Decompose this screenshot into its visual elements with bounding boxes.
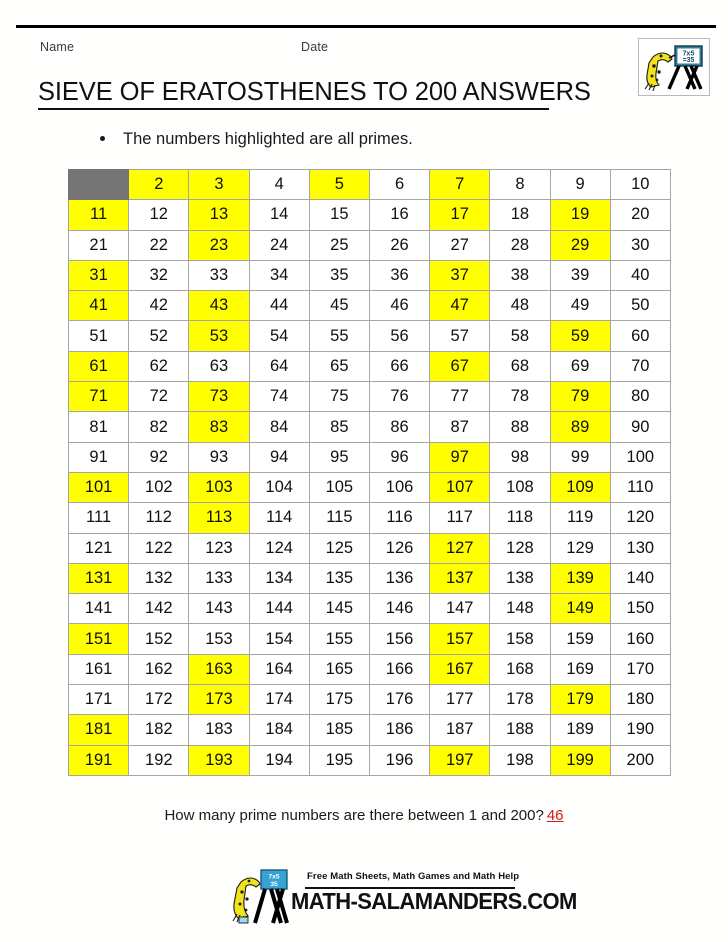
header-divider (16, 25, 716, 28)
grid-row (69, 382, 671, 412)
grid-cell[interactable]: 187 (430, 715, 490, 745)
grid-cell[interactable]: 126 (369, 533, 429, 563)
grid-cell-prime[interactable]: 193 (189, 745, 249, 775)
grid-cell[interactable]: 18 (490, 200, 550, 230)
grid-cell[interactable]: 189 (550, 715, 610, 745)
grid-cell[interactable]: 182 (129, 715, 189, 745)
grid-cell[interactable]: 98 (490, 442, 550, 472)
grid-cell[interactable]: 69 (550, 351, 610, 381)
grid-cell[interactable]: 169 (550, 654, 610, 684)
grid-cell[interactable]: 136 (369, 563, 429, 593)
grid-cell-prime[interactable]: 89 (550, 412, 610, 442)
grid-cell-prime[interactable]: 167 (430, 654, 490, 684)
grid-cell[interactable]: 32 (129, 260, 189, 290)
grid-cell[interactable]: 183 (189, 715, 249, 745)
grid-cell[interactable]: 94 (249, 442, 309, 472)
grid-cell[interactable]: 115 (309, 503, 369, 533)
grid-cell[interactable]: 162 (129, 654, 189, 684)
grid-cell[interactable]: 88 (490, 412, 550, 442)
board-line1: 7x5 (682, 50, 695, 58)
grid-cell[interactable]: 10 (610, 170, 670, 200)
grid-cell[interactable]: 90 (610, 412, 670, 442)
grid-cell-prime[interactable]: 13 (189, 200, 249, 230)
grid-cell[interactable]: 45 (309, 291, 369, 321)
grid-cell[interactable]: 123 (189, 533, 249, 563)
grid-cell[interactable]: 48 (490, 291, 550, 321)
grid-cell-prime[interactable]: 113 (189, 503, 249, 533)
grid-cell[interactable]: 142 (129, 594, 189, 624)
grid-cell[interactable]: 96 (369, 442, 429, 472)
grid-cell[interactable]: 62 (129, 351, 189, 381)
grid-cell-prime[interactable]: 29 (550, 230, 610, 260)
grid-row (69, 230, 671, 260)
meta-row (40, 40, 600, 58)
grid-cell[interactable]: 119 (550, 503, 610, 533)
grid-row (69, 745, 671, 775)
grid-cell[interactable]: 49 (550, 291, 610, 321)
grid-cell[interactable]: 58 (490, 321, 550, 351)
grid-cell-prime[interactable]: 23 (189, 230, 249, 260)
grid-cell-prime[interactable]: 53 (189, 321, 249, 351)
grid-cell[interactable]: 66 (369, 351, 429, 381)
grid-cell[interactable]: 168 (490, 654, 550, 684)
grid-cell[interactable]: 34 (249, 260, 309, 290)
grid-cell[interactable]: 68 (490, 351, 550, 381)
grid-cell-prime[interactable]: 109 (550, 472, 610, 502)
grid-cell[interactable]: 175 (309, 685, 369, 715)
grid-cell-prime[interactable]: 79 (550, 382, 610, 412)
grid-cell[interactable]: 95 (309, 442, 369, 472)
grid-cell[interactable]: 186 (369, 715, 429, 745)
board-line2: =35 (682, 57, 695, 65)
grid-cell[interactable]: 146 (369, 594, 429, 624)
grid-cell[interactable]: 42 (129, 291, 189, 321)
grid-cell-prime[interactable]: 101 (69, 472, 129, 502)
instruction-line (100, 130, 660, 149)
grid-cell[interactable]: 15 (309, 200, 369, 230)
grid-cell[interactable]: 114 (249, 503, 309, 533)
grid-cell-prime[interactable]: 163 (189, 654, 249, 684)
grid-cell[interactable]: 16 (369, 200, 429, 230)
grid-cell[interactable]: 104 (249, 472, 309, 502)
grid-cell-prime[interactable]: 173 (189, 685, 249, 715)
grid-cell[interactable]: 135 (309, 563, 369, 593)
grid-cell[interactable]: 27 (430, 230, 490, 260)
grid-cell[interactable]: 129 (550, 533, 610, 563)
grid-cell-prime[interactable]: 41 (69, 291, 129, 321)
grid-cell-prime[interactable]: 61 (69, 351, 129, 381)
grid-cell-prime[interactable]: 107 (430, 472, 490, 502)
grid-cell[interactable]: 33 (189, 260, 249, 290)
grid-body (69, 170, 671, 776)
grid-row (69, 563, 671, 593)
grid-cell[interactable]: 25 (309, 230, 369, 260)
grid-row (69, 594, 671, 624)
grid-cell[interactable]: 74 (249, 382, 309, 412)
grid-cell[interactable]: 36 (369, 260, 429, 290)
footer-tagline: Free Math Sheets, Math Games and Math Help (307, 871, 520, 882)
grid-cell[interactable]: 150 (610, 594, 670, 624)
grid-cell[interactable]: 54 (249, 321, 309, 351)
grid-cell-prime[interactable]: 199 (550, 745, 610, 775)
question-prompt: How many prime numbers are there between 1 and 200? (164, 807, 544, 824)
page-title: SIEVE OF ERATOSTHENES TO 200 ANSWERS (38, 78, 591, 106)
grid-cell-prime[interactable]: 7 (430, 170, 490, 200)
grid-row (69, 624, 671, 654)
grid-cell[interactable]: 78 (490, 382, 550, 412)
grid-cell[interactable]: 6 (369, 170, 429, 200)
grid-cell-prime[interactable]: 47 (430, 291, 490, 321)
grid-cell[interactable]: 177 (430, 685, 490, 715)
grid-cell[interactable]: 178 (490, 685, 550, 715)
grid-cell-prime[interactable]: 17 (430, 200, 490, 230)
grid-cell[interactable]: 185 (309, 715, 369, 745)
grid-cell[interactable]: 200 (610, 745, 670, 775)
grid-cell[interactable]: 105 (309, 472, 369, 502)
grid-cell[interactable]: 65 (309, 351, 369, 381)
grid-cell[interactable]: 39 (550, 260, 610, 290)
bullet-icon (100, 136, 105, 141)
grid-cell[interactable]: 120 (610, 503, 670, 533)
grid-cell[interactable]: 195 (309, 745, 369, 775)
grid-cell[interactable]: 184 (249, 715, 309, 745)
footer-board-line2: 35 (270, 881, 278, 888)
grid-row (69, 654, 671, 684)
grid-cell[interactable]: 117 (430, 503, 490, 533)
grid-cell[interactable]: 26 (369, 230, 429, 260)
grid-cell[interactable]: 161 (69, 654, 129, 684)
grid-cell[interactable]: 9 (550, 170, 610, 200)
grid-cell-prime[interactable]: 97 (430, 442, 490, 472)
question-answer: 46 (546, 807, 564, 824)
grid-cell-prime[interactable]: 151 (69, 624, 129, 654)
grid-cell[interactable]: 84 (249, 412, 309, 442)
grid-cell-prime[interactable]: 103 (189, 472, 249, 502)
grid-cell[interactable]: 14 (249, 200, 309, 230)
grid-cell[interactable]: 81 (69, 412, 129, 442)
grid-row (69, 200, 671, 230)
grid-cell-prime[interactable]: 131 (69, 563, 129, 593)
grid-row (69, 685, 671, 715)
grid-cell[interactable]: 153 (189, 624, 249, 654)
grid-cell[interactable]: 192 (129, 745, 189, 775)
grid-row (69, 170, 671, 200)
grid-cell[interactable]: 51 (69, 321, 129, 351)
grid-cell[interactable]: 188 (490, 715, 550, 745)
grid-cell[interactable]: 4 (249, 170, 309, 200)
grid-cell-blank[interactable] (69, 170, 129, 200)
grid-cell[interactable]: 21 (69, 230, 129, 260)
grid-cell[interactable]: 122 (129, 533, 189, 563)
grid-cell[interactable]: 106 (369, 472, 429, 502)
grid-cell[interactable]: 145 (309, 594, 369, 624)
grid-cell-prime[interactable]: 73 (189, 382, 249, 412)
grid-cell-prime[interactable]: 11 (69, 200, 129, 230)
grid-cell[interactable]: 194 (249, 745, 309, 775)
grid-row (69, 503, 671, 533)
grid-row (69, 472, 671, 502)
grid-cell[interactable]: 112 (129, 503, 189, 533)
grid-cell[interactable]: 138 (490, 563, 550, 593)
grid-cell[interactable]: 63 (189, 351, 249, 381)
grid-cell[interactable]: 116 (369, 503, 429, 533)
grid-cell-prime[interactable]: 137 (430, 563, 490, 593)
grid-cell[interactable]: 164 (249, 654, 309, 684)
hundreds-number-grid (68, 169, 671, 776)
grid-cell[interactable]: 35 (309, 260, 369, 290)
grid-cell-prime[interactable]: 181 (69, 715, 129, 745)
grid-cell[interactable]: 46 (369, 291, 429, 321)
grid-cell[interactable]: 38 (490, 260, 550, 290)
grid-cell[interactable]: 196 (369, 745, 429, 775)
grid-cell[interactable]: 148 (490, 594, 550, 624)
grid-cell[interactable]: 91 (69, 442, 129, 472)
grid-cell[interactable]: 121 (69, 533, 129, 563)
grid-cell[interactable]: 93 (189, 442, 249, 472)
grid-cell[interactable]: 28 (490, 230, 550, 260)
grid-row (69, 533, 671, 563)
grid-row (69, 321, 671, 351)
grid-cell-prime[interactable]: 2 (129, 170, 189, 200)
grid-cell[interactable]: 133 (189, 563, 249, 593)
grid-cell[interactable]: 50 (610, 291, 670, 321)
date-label: Date (301, 40, 329, 54)
grid-cell-prime[interactable]: 179 (550, 685, 610, 715)
page-footer (0, 862, 728, 932)
grid-cell-prime[interactable]: 127 (430, 533, 490, 563)
grid-cell[interactable]: 180 (610, 685, 670, 715)
grid-cell[interactable]: 22 (129, 230, 189, 260)
grid-cell[interactable]: 156 (369, 624, 429, 654)
grid-cell[interactable]: 70 (610, 351, 670, 381)
grid-cell[interactable]: 60 (610, 321, 670, 351)
grid-cell[interactable]: 190 (610, 715, 670, 745)
grid-cell-prime[interactable]: 139 (550, 563, 610, 593)
grid-cell[interactable]: 76 (369, 382, 429, 412)
grid-row (69, 412, 671, 442)
grid-cell[interactable]: 52 (129, 321, 189, 351)
grid-cell[interactable]: 158 (490, 624, 550, 654)
grid-cell[interactable]: 100 (610, 442, 670, 472)
grid-cell[interactable]: 24 (249, 230, 309, 260)
grid-cell[interactable]: 160 (610, 624, 670, 654)
grid-cell[interactable]: 111 (69, 503, 129, 533)
grid-cell[interactable]: 141 (69, 594, 129, 624)
grid-row (69, 260, 671, 290)
grid-cell[interactable]: 12 (129, 200, 189, 230)
grid-cell[interactable]: 110 (610, 472, 670, 502)
grid-cell[interactable]: 77 (430, 382, 490, 412)
grid-cell[interactable]: 154 (249, 624, 309, 654)
grid-cell[interactable]: 147 (430, 594, 490, 624)
grid-row (69, 442, 671, 472)
name-label: Name (40, 40, 75, 54)
instruction-text: The numbers highlighted are all primes. (123, 130, 413, 149)
grid-cell[interactable]: 144 (249, 594, 309, 624)
grid-cell[interactable]: 64 (249, 351, 309, 381)
grid-cell-prime[interactable]: 31 (69, 260, 129, 290)
grid-row (69, 715, 671, 745)
grid-cell[interactable]: 143 (189, 594, 249, 624)
grid-cell[interactable]: 40 (610, 260, 670, 290)
grid-cell[interactable]: 55 (309, 321, 369, 351)
grid-cell-prime[interactable]: 71 (69, 382, 129, 412)
grid-cell[interactable]: 108 (490, 472, 550, 502)
grid-cell[interactable]: 124 (249, 533, 309, 563)
grid-cell-prime[interactable]: 37 (430, 260, 490, 290)
question-line (0, 807, 728, 824)
grid-cell[interactable]: 174 (249, 685, 309, 715)
grid-cell-prime[interactable]: 19 (550, 200, 610, 230)
grid-cell[interactable]: 152 (129, 624, 189, 654)
grid-cell[interactable]: 57 (430, 321, 490, 351)
page-title-underline (38, 108, 549, 110)
grid-cell[interactable]: 130 (610, 533, 670, 563)
grid-cell-prime[interactable]: 3 (189, 170, 249, 200)
grid-cell[interactable]: 102 (129, 472, 189, 502)
salamander-logo-badge (638, 38, 710, 96)
grid-cell[interactable]: 171 (69, 685, 129, 715)
grid-cell[interactable]: 86 (369, 412, 429, 442)
footer-brand (231, 862, 577, 928)
grid-cell[interactable]: 172 (129, 685, 189, 715)
grid-cell[interactable]: 155 (309, 624, 369, 654)
grid-row (69, 351, 671, 381)
grid-cell[interactable]: 85 (309, 412, 369, 442)
grid-cell-prime[interactable]: 191 (69, 745, 129, 775)
grid-cell[interactable]: 44 (249, 291, 309, 321)
grid-cell[interactable]: 118 (490, 503, 550, 533)
grid-cell[interactable]: 30 (610, 230, 670, 260)
grid-cell[interactable]: 56 (369, 321, 429, 351)
grid-cell[interactable]: 165 (309, 654, 369, 684)
grid-cell[interactable]: 75 (309, 382, 369, 412)
grid-cell[interactable]: 82 (129, 412, 189, 442)
grid-cell[interactable]: 92 (129, 442, 189, 472)
grid-cell-prime[interactable]: 83 (189, 412, 249, 442)
footer-domain: MATH-SALAMANDERS.COM (291, 888, 577, 915)
grid-cell[interactable]: 176 (369, 685, 429, 715)
grid-cell[interactable]: 159 (550, 624, 610, 654)
footer-board-line1: 7x5 (268, 873, 280, 881)
grid-cell-prime[interactable]: 59 (550, 321, 610, 351)
grid-cell[interactable]: 128 (490, 533, 550, 563)
grid-cell[interactable]: 20 (610, 200, 670, 230)
grid-cell-prime[interactable]: 197 (430, 745, 490, 775)
grid-cell[interactable]: 99 (550, 442, 610, 472)
grid-cell-prime[interactable]: 5 (309, 170, 369, 200)
salamander-at-blackboard-icon (639, 39, 709, 95)
grid-cell[interactable]: 72 (129, 382, 189, 412)
grid-cell-prime[interactable]: 67 (430, 351, 490, 381)
grid-cell[interactable]: 80 (610, 382, 670, 412)
grid-cell[interactable]: 140 (610, 563, 670, 593)
grid-cell[interactable]: 198 (490, 745, 550, 775)
grid-row (69, 291, 671, 321)
grid-cell[interactable]: 8 (490, 170, 550, 200)
grid-cell[interactable]: 125 (309, 533, 369, 563)
grid-cell-prime[interactable]: 43 (189, 291, 249, 321)
grid-cell-prime[interactable]: 149 (550, 594, 610, 624)
grid-cell[interactable]: 170 (610, 654, 670, 684)
grid-cell[interactable]: 87 (430, 412, 490, 442)
grid-cell-prime[interactable]: 157 (430, 624, 490, 654)
grid-cell[interactable]: 132 (129, 563, 189, 593)
grid-cell[interactable]: 134 (249, 563, 309, 593)
grid-cell[interactable]: 166 (369, 654, 429, 684)
